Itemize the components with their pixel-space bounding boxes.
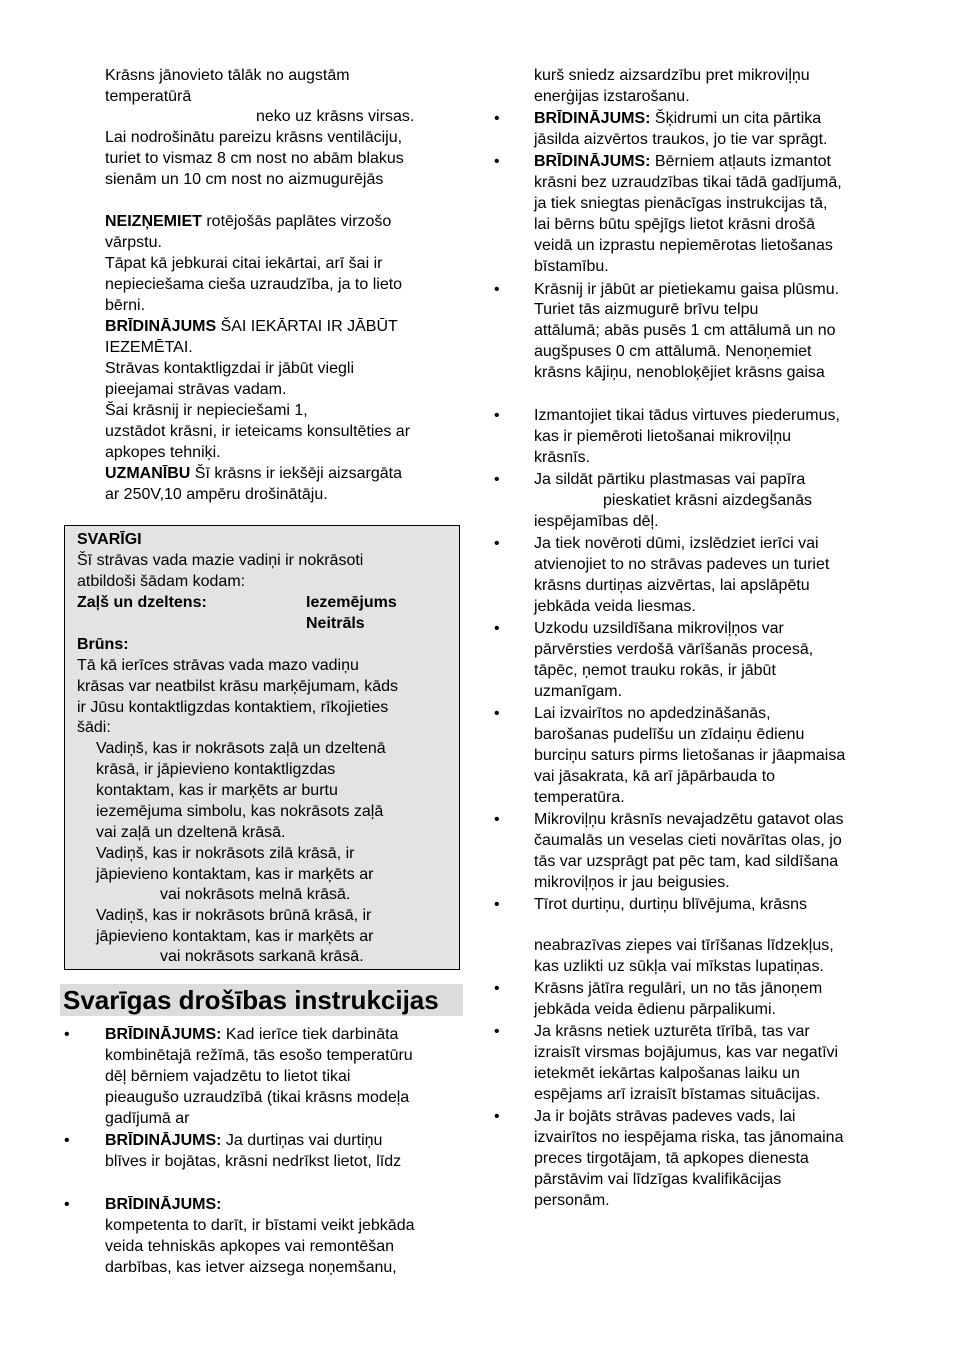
text-line [105,1024,398,1045]
text-line: Tīrot durtiņu, durtiņu blīvējuma, krāsns [534,896,808,913]
text-line: krāsns kājiņu, nenobloķējiet krāsns gaisa [534,364,825,381]
text-line: Vadiņš, kas ir nokrāsots brūnā krāsā, ir [96,907,372,924]
bullet-marker: • [494,705,500,722]
text-line: vai nokrāsots sarkanā krāsā. [160,948,364,965]
text-line: ietekmēt iekārtas kalpošanas laiku un [534,1065,800,1082]
text-line: ir Jūsu kontaktligzdas kontaktiem, rīkojieties [77,699,389,716]
text-line: krāsnīs. [534,449,591,466]
text-line: blīves ir bojātas, krāsni nedrīkst lietot, līdz [105,1153,402,1170]
bullet-marker: • [494,1023,500,1040]
text-line: Šai krāsnij ir nepieciešami 1, [105,402,308,419]
text-line [105,463,402,484]
text-line: attālumā; abās pusēs 1 cm attālumā un no [534,322,836,339]
text-line: tās var uzsprāgt pat pēc tam, kad sildīšana [534,853,839,870]
text-line: Lai izvairītos no apdedzināšanās, [534,705,771,722]
text-line: Ja krāsns netiek uzturēta tīrībā, tas var [534,1023,810,1040]
text-line: bīstamību. [534,258,609,275]
text-run: rotējošās paplātes virzošo [201,213,392,230]
text-line: vai nokrāsots melnā krāsā. [160,886,351,903]
text-line: Krāsnij ir jābūt ar pietiekamu gaisa plūsmu. [534,281,840,298]
text-line: tāpēc, ņemot trauku rokās, ir jābūt [534,662,776,679]
bullet-marker: • [494,896,500,913]
text-line: Ja sildāt pārtiku plastmasas vai papīra [534,471,806,488]
text-line: burciņu saturs pirms lietošanas ir jāapmaisa [534,747,846,764]
text-line: lai bērns būtu spējīgs lietot krāsni drošā [534,216,816,233]
text-line: enerģijas izstarošanu. [534,88,690,105]
text-line: izraisīt virsmas bojājumus, kas var negatīvi [534,1044,839,1061]
keyword-bold: BRĪDINĀJUMS: [105,1196,222,1213]
text-line: kompetenta to darīt, ir bīstami veikt jebkāda [105,1217,415,1234]
text-line: krāsns durtiņas aizvērtas, lai apslāpētu [534,577,810,594]
text-line: Krāsns jātīra regulāri, un no tās jānoņem [534,980,823,997]
keyword-bold: BRĪDINĀJUMS: [105,1132,222,1149]
text-line: Turiet tās aizmugurē brīvu telpu [534,301,759,318]
text-line: izvairītos no iespējama riska, tas jānomaina [534,1129,844,1146]
text-line: jāpievieno kontaktam, kas ir marķēts ar [96,928,374,945]
text-line: espējams arī izraisīt bīstamas situācijas. [534,1086,821,1103]
text-line: temperatūrā [105,88,192,105]
text-line: vai zaļā un dzeltenā krāsā. [96,824,286,841]
text-line: dēļ bērniem vajadzētu to lietot tikai [105,1068,351,1085]
text-line [105,1130,382,1151]
text-line: krāsni bez uzraudzības tikai tādā gadījumā, [534,174,842,191]
text-line [534,108,821,129]
text-line: krāsas var neatbilst krāsu marķējumam, kāds [77,678,398,695]
text-line: kontaktam, kas ir marķēts ar burtu [96,782,338,799]
code-value: Iezemējums [306,594,397,611]
text-line: atvienojiet to no strāvas padeves un turiet [534,556,830,573]
text-line: kombinētajā režīmā, tās esošo temperatūru [105,1047,413,1064]
text-line: Krāsns jānovieto tālāk no augstām [105,67,350,84]
text-line: uzmanīgam. [534,683,623,700]
text-line: krāsā, ir jāpievieno kontaktligzdas [96,761,336,778]
bullet-marker: • [494,980,500,997]
text-line: ja tiek sniegtas pienācīgas instrukcijas tā, [534,195,828,212]
bullet-marker: • [494,811,500,828]
text-line: pieaugušo uzraudzībā (tikai krāsns modeļa [105,1089,410,1106]
text-line: atbildoši šādam kodam: [77,573,246,590]
bullet-marker: • [64,1196,70,1213]
bullet-marker: • [494,110,500,127]
text-line: jāsilda aizvērtos traukos, jo tie var sprāgt. [534,131,828,148]
text-line: pieejamai strāvas vadam. [105,381,287,398]
text-line: kas uzlikti uz sūkļa vai mīkstas lupatiņas. [534,958,824,975]
text-line: iespējamības dēļ. [534,513,659,530]
text-line: Vadiņš, kas ir nokrāsots zaļā un dzeltenā [96,740,386,757]
text-line: turiet to vismaz 8 cm nost no abām blakus [105,150,404,167]
bullet-marker: • [494,620,500,637]
text-line: iezemējuma simbolu, kas nokrāsots zaļā [96,803,384,820]
text-line: vai jāsakrata, kā arī jāpārbauda to [534,768,776,785]
section-heading: Svarīgas drošības instrukcijas [63,985,439,1015]
text-line: ar 250V,10 ampēru drošinātāju. [105,486,328,503]
text-line: sienām un 10 cm nost no aizmugurējās [105,171,384,188]
text-line: kurš sniedz aizsardzību pret mikroviļņu [534,67,810,84]
bullet-marker: • [494,407,500,424]
text-line: Strāvas kontaktligzdai ir jābūt viegli [105,360,355,377]
text-line: Izmantojiet tikai tādus virtuves piederumus, [534,407,840,424]
text-line: veidā un izprastu nepiemērotas lietošanas [534,237,833,254]
bullet-marker: • [494,535,500,552]
text-line: čaumalās un veselas cieti novārītas olas, jo [534,832,842,849]
text-line: uzstādot krāsni, ir ieteicams konsultēties ar [105,423,411,440]
text-line: mikroviļņos ir jau beigusies. [534,874,730,891]
keyword-bold: BRĪDINĀJUMS [105,318,217,335]
text-run: Šķidrumi un cita pārtika [650,110,822,127]
bullet-marker: • [494,471,500,488]
text-line: vārpstu. [105,234,162,251]
text-line: Vadiņš, kas ir nokrāsots zilā krāsā, ir [96,845,355,862]
text-line: veida tehniskās apkopes vai remontēšan [105,1238,395,1255]
text-run: Kad ierīce tiek darbināta [221,1026,399,1043]
text-line: pieskatiet krāsni aizdegšanās [603,492,813,509]
keyword-bold: NEIZŅEMIET [105,213,202,230]
text-line: jebkāda veida ēdienu pārpalikumi. [534,1001,776,1018]
text-line: jāpievieno kontaktam, kas ir marķēts ar [96,866,374,883]
text-line: barošanas pudelīšu un zīdaiņu ēdienu [534,726,805,743]
bullet-marker: • [64,1132,70,1149]
text-line: augšpuses 0 cm attālumā. Nenoņemiet [534,343,812,360]
text-line: preces tirgotājam, tā apkopes dienesta [534,1150,809,1167]
text-line: nepieciešama cieša uzraudzība, ja to lieto [105,276,403,293]
text-line [105,316,398,337]
text-line: Mikroviļņu krāsnīs nevajadzētu gatavot olas [534,811,844,828]
code-value: Neitrāls [306,615,365,632]
code-label: Brūns: [77,636,129,653]
text-line [105,211,391,232]
text-line: kas ir piemēroti lietošanai mikroviļņu [534,428,791,445]
text-line: Tāpat kā jebkurai citai iekārtai, arī šai ir [105,255,383,272]
text-line: IEZEMĒTAI. [105,339,193,356]
box-title: SVARĪGI [77,531,142,548]
keyword-bold: BRĪDINĀJUMS: [534,110,651,127]
text-line: gadījumā ar [105,1110,190,1127]
text-line: bērni. [105,297,146,314]
text-line: pārstāvim vai līdzīgas kvalifikācijas [534,1171,782,1188]
keyword-bold: BRĪDINĀJUMS: [105,1026,222,1043]
text-line: neabrazīvas ziepes vai tīrīšanas līdzekļus, [534,937,834,954]
text-line: Lai nodrošinātu pareizu krāsns ventilāciju, [105,129,403,146]
keyword-bold: BRĪDINĀJUMS: [534,153,651,170]
text-line: darbības, kas ietver aizsega noņemšanu, [105,1259,397,1276]
text-run: ŠAI IEKĀRTAI IR JĀBŪT [216,318,398,335]
text-line: Šī strāvas vada mazie vadiņi ir nokrāsoti [77,552,364,569]
text-line: šādi: [77,719,111,736]
text-line: Ja tiek novēroti dūmi, izslēdziet ierīci vai [534,535,819,552]
text-run: Ja durtiņas vai durtiņu [221,1132,383,1149]
text-line: apkopes tehniķi. [105,444,221,461]
text-line: jebkāda veida liesmas. [534,598,696,615]
bullet-marker: • [494,153,500,170]
text-line: Uzkodu uzsildīšana mikroviļņos var [534,620,784,637]
bullet-marker: • [64,1026,70,1043]
text-line: neko uz krāsns virsas. [256,108,415,125]
text-line: pārvērsties verdošā vārīšanās procesā, [534,641,814,658]
bullet-marker: • [494,281,500,298]
text-line: Ja ir bojāts strāvas padeves vads, lai [534,1108,796,1125]
text-run: Bērniem atļauts izmantot [650,153,831,170]
bullet-marker: • [494,1108,500,1125]
keyword-bold: UZMANĪBU [105,465,191,482]
text-line: personām. [534,1192,610,1209]
code-label: Zaļš un dzeltens: [77,594,207,611]
text-run: Šī krāsns ir iekšēji aizsargāta [190,465,402,482]
text-line: temperatūra. [534,789,625,806]
text-line [534,151,831,172]
text-line: Tā kā ierīces strāvas vada mazo vadiņu [77,657,359,674]
